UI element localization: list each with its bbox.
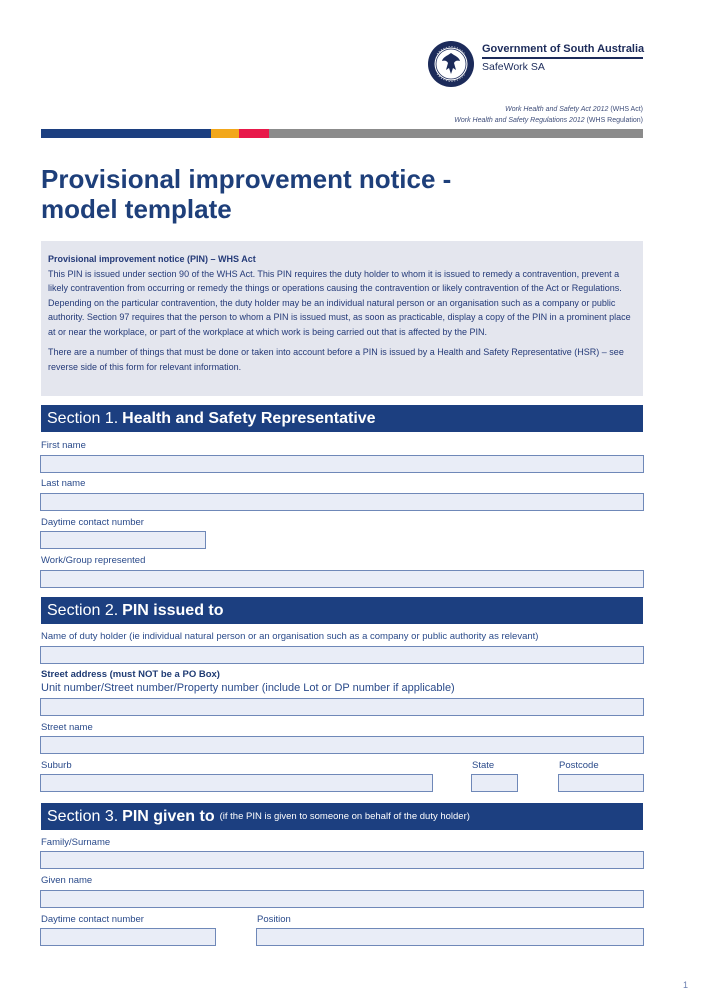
act-name: Work Health and Safety Act 2012 <box>505 106 609 113</box>
given-name-input[interactable] <box>40 890 644 908</box>
page-number: 1 <box>683 980 689 990</box>
recipient-daytime-input[interactable] <box>40 928 216 946</box>
postcode-label: Postcode <box>559 760 599 771</box>
section-2-number: Section 2. <box>47 601 119 619</box>
state-input[interactable] <box>471 774 518 792</box>
street-name-label: Street name <box>41 722 93 733</box>
section-3-number: Section 3. <box>47 807 119 825</box>
position-label: Position <box>257 914 291 925</box>
section-1-title: Health and Safety Representative <box>122 409 376 427</box>
regulation-name: Work Health and Safety Regulations 2012 <box>454 117 585 124</box>
intro-box <box>41 241 643 396</box>
intro-paragraph-2: There are a number of things that must be done or taken into account before a PIN is issued by a Health and Safety Representative (HSR) – see reverse side of this form for relevant information. <box>48 347 624 372</box>
unit-number-label: Unit number/Street number/Property number (include Lot or DP number if applicable) <box>41 682 455 694</box>
family-name-label: Family/Surname <box>41 837 111 848</box>
hsr-last-name-input[interactable] <box>40 493 644 511</box>
postcode-input[interactable] <box>558 774 644 792</box>
position-input[interactable] <box>256 928 644 946</box>
government-title: Government of South Australia <box>482 43 645 55</box>
family-name-input[interactable] <box>40 851 644 869</box>
work-group-label: Work/Group represented <box>41 555 146 566</box>
intro-heading: Provisional improvement notice (PIN) – WHS Act <box>48 254 256 264</box>
act-reference <box>505 106 643 113</box>
hsr-daytime-contact-input[interactable] <box>40 531 206 549</box>
header-rule <box>482 57 643 59</box>
intro-paragraph-1: This PIN is issued under section 90 of the WHS Act. This PIN requires the duty holder to whom it is issued to remedy a contravention, prevent a likely contravention from occurring or remedy the things or operations causing the contravention or likely contravention of the Act or Regulations. Depending on the particular contravention, the duty holder may be an individual natural person or an organisation such as a company or public authority. Section 97 requires that the person to whom a PIN is issued must, as soon as practicable, display a copy of the PIN in a prominent place at or near the workplace, or part of the workplace at which work is being carried out that is affected by the PIN. <box>48 268 631 337</box>
color-bar-red <box>239 129 269 138</box>
section-1-number: Section 1. <box>47 409 119 427</box>
page-title <box>41 164 451 224</box>
page-title-line-1: Provisional improvement notice - <box>41 164 452 194</box>
color-bar-blue <box>41 129 211 138</box>
hsr-work-group-input[interactable] <box>40 570 644 588</box>
hsr-first-name-input[interactable] <box>40 455 644 473</box>
duty-holder-label: Name of duty holder (ie individual natural person or an organisation such as a company or public authority as relevant) <box>41 631 539 642</box>
last-name-label: Last name <box>41 478 86 489</box>
recipient-daytime-label: Daytime contact number <box>41 914 144 925</box>
daytime-contact-label: Daytime contact number <box>41 517 144 528</box>
section-2-header <box>41 597 643 624</box>
suburb-input[interactable] <box>40 774 433 792</box>
section-2-title: PIN issued to <box>122 601 224 619</box>
regulation-reference <box>454 117 643 124</box>
section-3-title: PIN given to <box>122 807 215 825</box>
act-abbreviation: (WHS Act) <box>610 106 643 113</box>
sa-government-seal-icon <box>427 40 475 88</box>
section-1-header <box>41 405 643 432</box>
given-name-label: Given name <box>41 875 93 886</box>
regulation-abbreviation: (WHS Regulation) <box>586 117 643 124</box>
duty-holder-name-input[interactable] <box>40 646 644 664</box>
street-name-input[interactable] <box>40 736 644 754</box>
unit-number-input[interactable] <box>40 698 644 716</box>
street-address-heading: Street address (must NOT be a PO Box) <box>41 669 220 680</box>
agency-name: SafeWork SA <box>482 61 545 73</box>
section-3-header <box>41 803 643 830</box>
suburb-label: Suburb <box>41 760 72 771</box>
first-name-label: First name <box>41 440 86 451</box>
section-3-note: (if the PIN is given to someone on behalf of the duty holder) <box>219 811 470 822</box>
brand-color-bar <box>41 129 643 138</box>
color-bar-yellow <box>211 129 239 138</box>
page-title-line-2: model template <box>41 194 232 224</box>
state-label: State <box>472 760 495 771</box>
color-bar-grey <box>269 129 643 138</box>
